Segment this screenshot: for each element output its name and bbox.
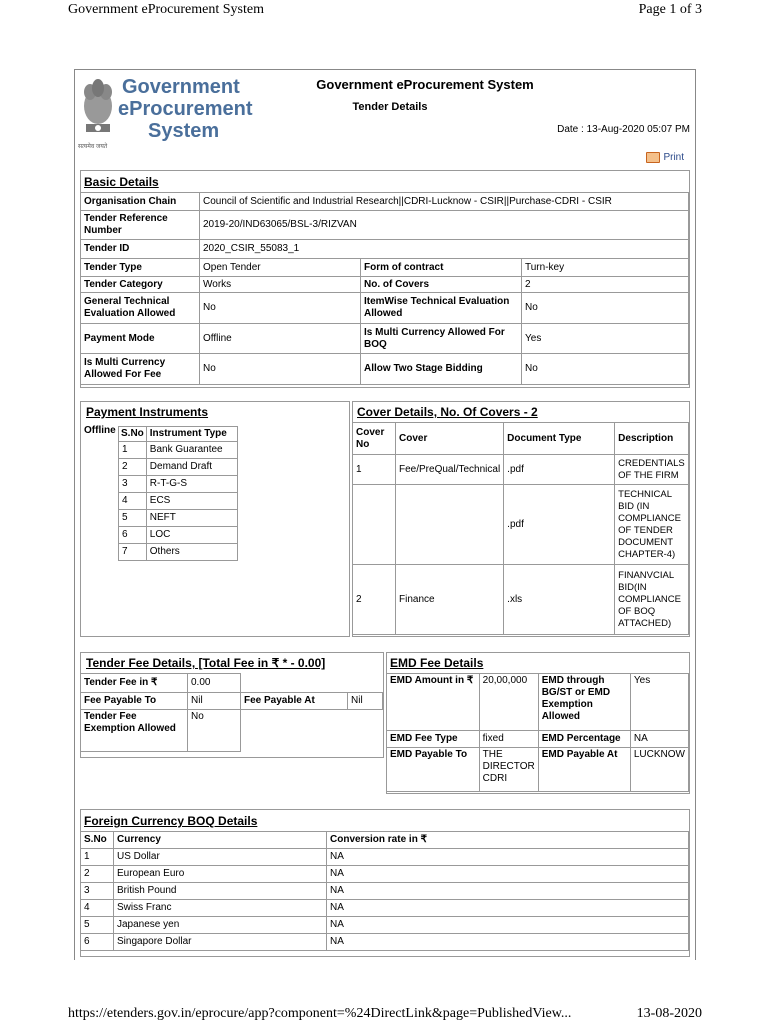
multi-boq-value: Yes [522,324,689,354]
cover-doc-type: .pdf [504,455,615,485]
cover-col-cover: Cover [396,423,504,455]
emd-amount-value: 20,00,000 [479,674,538,731]
org-chain-label: Organisation Chain [81,193,200,211]
logo-line-1: Government [122,76,240,98]
emd-through-value: Yes [630,674,688,731]
instrument-col-type: Instrument Type [146,427,237,442]
tender-fee-label: Tender Fee in ₹ [81,674,188,693]
table-row [353,565,689,635]
form-contract-label: Form of contract [361,259,522,277]
table-row [353,485,689,565]
currency-rate: NA [327,849,689,866]
payment-mode-value: Offline [200,324,361,354]
cover-description: CREDENTIALS OF THE FIRM [615,455,689,485]
currency-sno: 2 [81,866,114,883]
instrument-type: Others [146,544,237,561]
cover-col-doc: Document Type [504,423,615,455]
instrument-type: Demand Draft [146,459,237,476]
cover-doc-type: .xls [504,565,615,635]
itemwise-value: No [522,293,689,324]
logo-wordmark [118,76,253,142]
tender-type-label: Tender Type [81,259,200,277]
logo-line-3: System [148,120,220,142]
instrument-table [118,426,238,561]
emd-percentage-value: NA [630,731,688,748]
covers-value: 2 [522,277,689,293]
table-row [81,917,689,934]
table-row [353,455,689,485]
tender-type-value: Open Tender [200,259,361,277]
instrument-sno: 2 [119,459,147,476]
table-row [81,934,689,951]
table-row [119,442,238,459]
instrument-type: R-T-G-S [146,476,237,493]
currency-sno: 5 [81,917,114,934]
printer-icon [646,152,660,163]
instrument-type: LOC [146,527,237,544]
payment-instruments-title: Payment Instruments [86,405,209,419]
cover-col-no: Cover No [353,423,396,455]
instrument-sno: 6 [119,527,147,544]
currency-name: Singapore Dollar [114,934,327,951]
foreign-col-rate: Conversion rate in ₹ [327,832,689,849]
currency-rate: NA [327,883,689,900]
emblem-motto: सत्यमेव जयते [78,144,108,150]
instrument-type: NEFT [146,510,237,527]
print-label: Print [663,152,684,163]
instrument-sno: 7 [119,544,147,561]
footer-date: 13-08-2020 [636,1006,702,1021]
instrument-type: Bank Guarantee [146,442,237,459]
currency-name: British Pound [114,883,327,900]
page-number: Page 1 of 3 [638,2,702,17]
spacer-cell [241,710,383,752]
page-header: Government eProcurement System [68,2,264,17]
cover-description: TECHNICAL BID (IN COMPLIANCE OF TENDER DOCUMENT CHAPTER-4) [615,485,689,565]
doc-date: Date : 13-Aug-2020 05:07 PM [557,124,690,135]
fee-exemption-label: Tender Fee Exemption Allowed [81,710,188,752]
emd-table [386,673,689,792]
tender-ref-label: Tender Reference Number [81,211,200,240]
cover-details-title: Cover Details, No. Of Covers - 2 [357,405,538,419]
emd-fee-type-value: fixed [479,731,538,748]
fee-exemption-value: No [188,710,241,752]
currency-sno: 4 [81,900,114,917]
fee-payable-to-label: Fee Payable To [81,693,188,710]
basic-details-title: Basic Details [84,175,159,189]
currency-sno: 6 [81,934,114,951]
instrument-sno: 5 [119,510,147,527]
tender-id-value: 2020_CSIR_55083_1 [200,240,689,259]
cover-no [353,485,396,565]
cover-no: 1 [353,455,396,485]
table-row [81,849,689,866]
basic-details-table [80,192,689,385]
currency-name: European Euro [114,866,327,883]
category-value: Works [200,277,361,293]
multi-boq-label: Is Multi Currency Allowed For BOQ [361,324,522,354]
emd-title: EMD Fee Details [390,656,484,670]
cover-no: 2 [353,565,396,635]
emd-payable-at-value: LUCKNOW [630,748,688,792]
foreign-col-sno: S.No [81,832,114,849]
currency-rate: NA [327,900,689,917]
currency-name: Japanese yen [114,917,327,934]
itemwise-label: ItemWise Technical Evaluation Allowed [361,293,522,324]
currency-rate: NA [327,917,689,934]
cover-name: Finance [396,565,504,635]
instrument-col-sno: S.No [119,427,147,442]
cover-table [352,422,689,635]
form-contract-value: Turn-key [522,259,689,277]
covers-label: No. of Covers [361,277,522,293]
instrument-sno: 3 [119,476,147,493]
gepnic-logo [76,72,256,152]
emd-fee-type-label: EMD Fee Type [387,731,480,748]
logo-line-2: eProcurement [118,98,253,120]
table-row [119,476,238,493]
currency-name: Swiss Franc [114,900,327,917]
foreign-currency-title: Foreign Currency BOQ Details [84,814,258,828]
cover-description: FINANVCIAL BID(IN COMPLIANCE OF BOQ ATTACHED) [615,565,689,635]
emd-through-label: EMD through BG/ST or EMD Exemption Allowed [538,674,630,731]
table-row [81,900,689,917]
table-row [119,493,238,510]
table-row [81,866,689,883]
payment-mode-tag: Offline [84,425,116,436]
gen-tech-label: General Technical Evaluation Allowed [81,293,200,324]
instrument-type: ECS [146,493,237,510]
footer-url[interactable]: https://etenders.gov.in/eprocure/app?component=%24DirectLink&page=PublishedView... [68,1006,572,1021]
currency-sno: 1 [81,849,114,866]
fee-payable-to-value: Nil [188,693,241,710]
print-link[interactable] [646,152,684,163]
emd-payable-to-value: THE DIRECTOR CDRI [479,748,538,792]
instrument-sno: 4 [119,493,147,510]
tender-fee-value: 0.00 [188,674,241,693]
multi-fee-value: No [200,354,361,385]
currency-rate: NA [327,866,689,883]
table-row [119,459,238,476]
currency-sno: 3 [81,883,114,900]
table-row [119,527,238,544]
table-row [119,544,238,561]
table-row [119,510,238,527]
multi-fee-label: Is Multi Currency Allowed For Fee [81,354,200,385]
foreign-col-currency: Currency [114,832,327,849]
two-stage-value: No [522,354,689,385]
gen-tech-value: No [200,293,361,324]
fee-payable-at-value: Nil [348,693,383,710]
org-chain-value: Council of Scientific and Industrial Research||CDRI-Lucknow - CSIR||Purchase-CDRI - CSIR [200,193,689,211]
cover-col-desc: Description [615,423,689,455]
emd-payable-to-label: EMD Payable To [387,748,480,792]
doc-title: Government eProcurement System [316,77,534,92]
payment-mode-label: Payment Mode [81,324,200,354]
two-stage-label: Allow Two Stage Bidding [361,354,522,385]
category-label: Tender Category [81,277,200,293]
tender-fee-title: Tender Fee Details, [Total Fee in ₹ * - 0.00] [86,656,326,670]
table-row [81,883,689,900]
emd-payable-at-label: EMD Payable At [538,748,630,792]
currency-name: US Dollar [114,849,327,866]
cover-name: Fee/PreQual/Technical [396,455,504,485]
national-emblem-icon [76,72,120,152]
tender-id-label: Tender ID [81,240,200,259]
spacer-cell [241,674,383,693]
emd-percentage-label: EMD Percentage [538,731,630,748]
currency-rate: NA [327,934,689,951]
cover-name [396,485,504,565]
cover-doc-type: .pdf [504,485,615,565]
tender-fee-table [80,673,383,752]
emd-amount-label: EMD Amount in ₹ [387,674,480,731]
doc-subtitle: Tender Details [352,101,428,113]
instrument-sno: 1 [119,442,147,459]
fee-payable-at-label: Fee Payable At [241,693,348,710]
foreign-currency-table [80,831,689,951]
tender-ref-value: 2019-20/IND63065/BSL-3/RIZVAN [200,211,689,240]
